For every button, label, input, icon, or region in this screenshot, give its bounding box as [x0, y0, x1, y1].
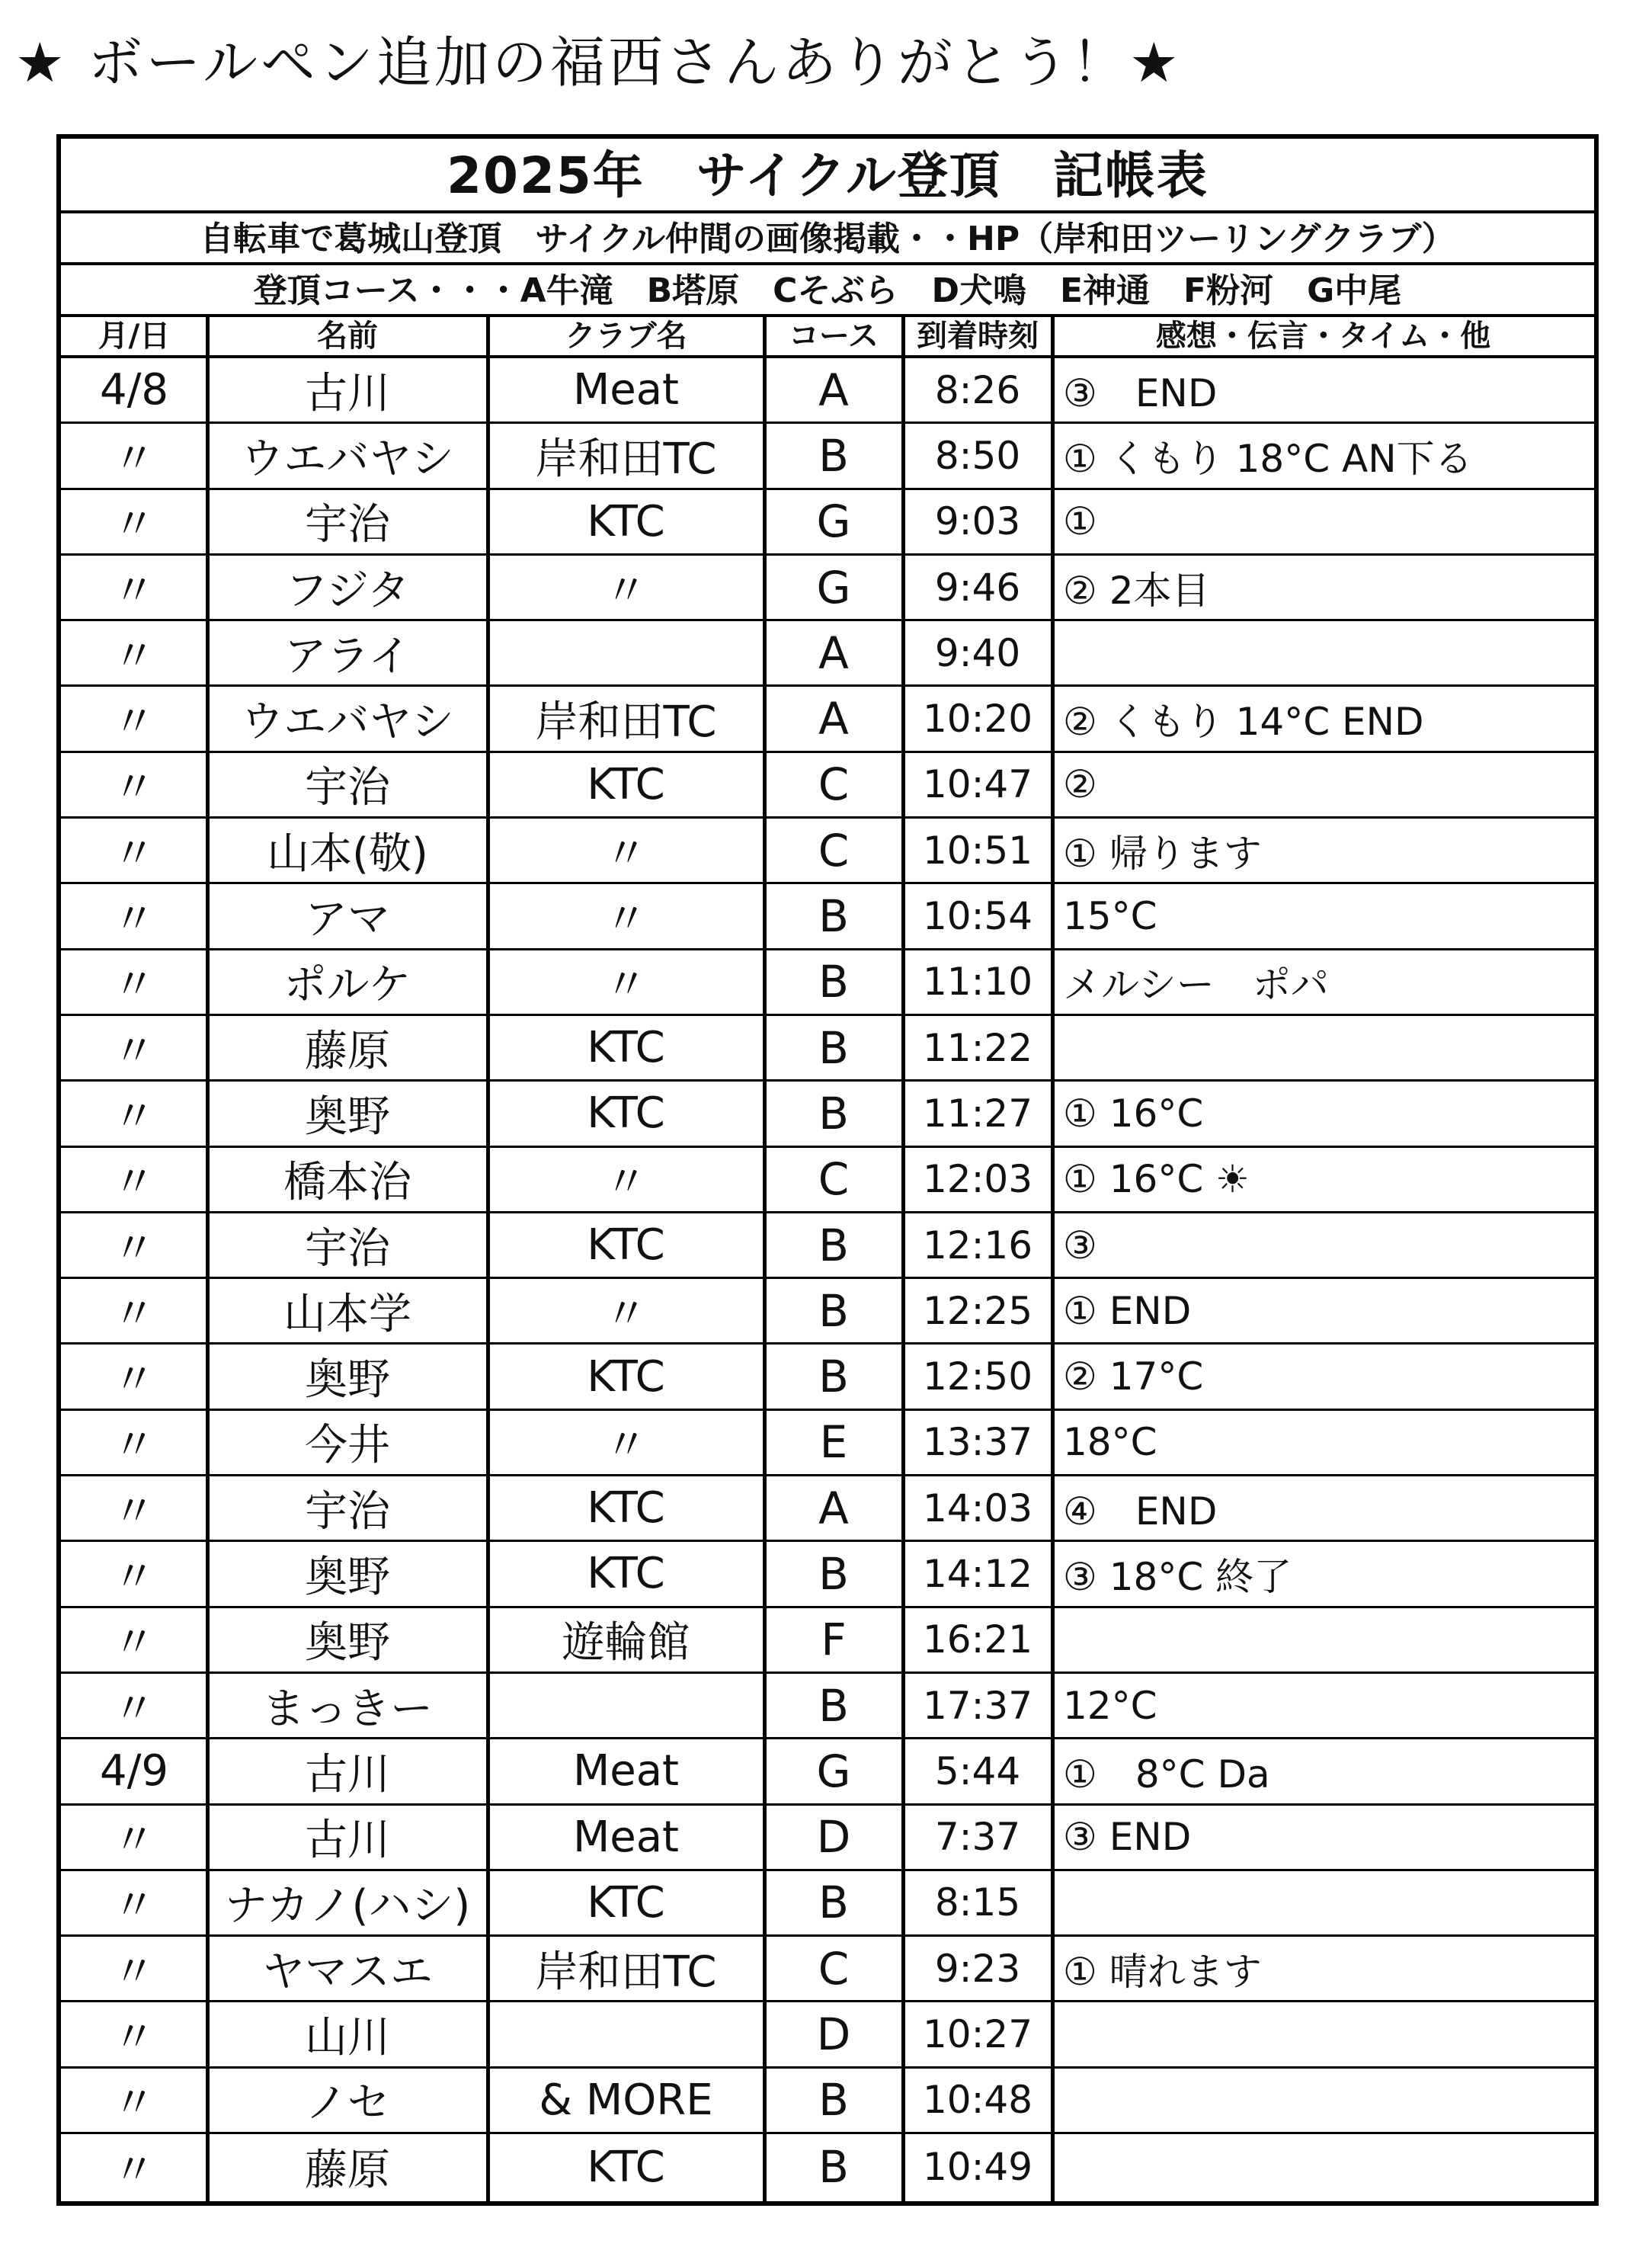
- cell-course: D: [816, 1811, 851, 1864]
- cell-note: ② 2本目: [1063, 568, 1210, 613]
- column-header-course: コース: [789, 319, 879, 354]
- cell-note: ②: [1063, 762, 1097, 807]
- cell-club: KTC: [587, 2142, 665, 2192]
- course-legend: 登頂コース・・・A牛滝 B塔原 Cそぶら D犬鳴 E神通 F粉河 G中尾: [61, 265, 1594, 317]
- table-row: [61, 819, 1594, 884]
- cell-date: 〃: [113, 1289, 155, 1339]
- cell-club: Meat: [572, 1746, 680, 1796]
- cell-name: 奥野: [305, 1091, 390, 1142]
- cell-time: 14:12: [922, 1551, 1033, 1596]
- cell-date: 〃: [113, 1552, 155, 1602]
- cell-club: 〃: [604, 566, 648, 616]
- table-row: [61, 1082, 1594, 1147]
- cell-name: ウエバヤシ: [241, 434, 454, 484]
- cell-club: KTC: [587, 1549, 665, 1599]
- cell-course: B: [818, 890, 849, 943]
- cell-time: 7:37: [934, 1815, 1021, 1860]
- cell-time: 12:25: [922, 1288, 1033, 1333]
- table-row: [61, 1674, 1594, 1739]
- cell-time: 10:51: [922, 828, 1033, 873]
- cell-time: 8:50: [934, 433, 1021, 478]
- cell-club: Meat: [572, 365, 680, 415]
- cell-club: KTC: [587, 496, 665, 546]
- cell-club: KTC: [587, 1220, 665, 1270]
- table-row: [61, 884, 1594, 950]
- table-row: [61, 950, 1594, 1016]
- table-row: [61, 1871, 1594, 1937]
- cell-time: 16:21: [922, 1617, 1033, 1662]
- cell-course: B: [818, 1547, 849, 1600]
- cell-note: ③ END: [1063, 1815, 1192, 1860]
- cell-name: 宇治: [305, 500, 390, 550]
- cell-name: ウエバヤシ: [241, 697, 454, 748]
- table-row: [61, 358, 1594, 424]
- cell-date: 〃: [113, 631, 155, 681]
- cell-time: 9:46: [934, 565, 1021, 610]
- cell-club: 岸和田TC: [535, 434, 717, 484]
- cell-date: 〃: [113, 1223, 155, 1274]
- cell-time: 13:37: [922, 1420, 1033, 1465]
- cell-course: C: [818, 824, 850, 877]
- cell-time: 10:47: [922, 762, 1033, 807]
- cell-date: 〃: [113, 1947, 155, 1997]
- cell-note: ① 帰ります: [1063, 831, 1262, 876]
- table-row: [61, 490, 1594, 556]
- cell-time: 10:54: [922, 894, 1033, 939]
- cell-time: 10:20: [922, 697, 1033, 742]
- cell-club: 〃: [604, 1289, 648, 1339]
- cell-course: B: [818, 1351, 849, 1403]
- cell-date: 〃: [113, 1158, 155, 1208]
- cell-date: 〃: [113, 2013, 155, 2063]
- cell-date: 〃: [113, 1091, 155, 1142]
- table-row: [61, 753, 1594, 819]
- cell-club: 〃: [604, 895, 648, 945]
- cell-note: [1052, 2069, 1594, 2132]
- cell-date: 〃: [113, 1486, 155, 1537]
- cell-date: 〃: [113, 1421, 155, 1471]
- table-row: [61, 424, 1594, 489]
- cell-name: 古川: [305, 368, 390, 418]
- cell-note: ① 晴れます: [1063, 1949, 1262, 1994]
- cell-date: 〃: [113, 1684, 155, 1734]
- cell-time: 9:40: [934, 630, 1021, 675]
- cell-name: 奥野: [305, 1618, 390, 1668]
- column-header-row: [61, 317, 1594, 358]
- cell-name: 山川: [305, 2013, 390, 2063]
- cell-note: ① END: [1063, 1288, 1192, 1333]
- cell-date: 〃: [113, 566, 155, 616]
- cell-name: ヤマスエ: [262, 1947, 433, 1997]
- cell-note: ② くもり 14°C END: [1063, 700, 1424, 745]
- cell-date: 〃: [113, 1816, 155, 1866]
- cell-club: [488, 621, 764, 684]
- cell-note: ③: [1063, 1223, 1097, 1268]
- sheet-title: 2025年 サイクル登頂 記帳表: [61, 139, 1594, 213]
- cell-time: 12:03: [922, 1157, 1033, 1202]
- cell-note: ③ 18°C 終了: [1063, 1554, 1292, 1599]
- cell-name: 宇治: [305, 1223, 390, 1274]
- cell-note: メルシー ポパ: [1063, 963, 1329, 1008]
- cell-time: 10:48: [922, 2078, 1033, 2123]
- cell-course: B: [818, 429, 849, 482]
- table-row: [61, 1411, 1594, 1476]
- cell-time: 11:27: [922, 1091, 1033, 1136]
- cell-time: 9:03: [934, 499, 1021, 544]
- cell-date: 4/9: [99, 1746, 169, 1796]
- cell-name: 奥野: [305, 1552, 390, 1602]
- cell-name: 今井: [305, 1421, 390, 1471]
- cell-name: 奥野: [305, 1355, 390, 1405]
- cell-date: 〃: [113, 763, 155, 813]
- cell-club: KTC: [587, 1877, 665, 1928]
- cell-note: ① 8°C Da: [1063, 1752, 1270, 1796]
- cell-name: 古川: [305, 1816, 390, 1866]
- cell-note: [1052, 621, 1594, 684]
- cell-club: 岸和田TC: [535, 1947, 717, 1997]
- cell-time: 12:50: [922, 1354, 1033, 1399]
- cell-club: 遊輪館: [562, 1618, 690, 1668]
- cell-note: ① 16°C: [1063, 1091, 1204, 1136]
- cell-club: & MORE: [539, 2075, 713, 2125]
- cell-course: B: [818, 1087, 849, 1139]
- cell-course: G: [816, 561, 851, 614]
- column-divider: [763, 317, 767, 2201]
- cell-note: [1052, 1016, 1594, 1079]
- cell-name: 宇治: [305, 1486, 390, 1537]
- column-divider: [486, 317, 490, 2201]
- cell-date: 4/8: [99, 365, 169, 415]
- cell-course: D: [816, 2008, 851, 2061]
- cell-course: A: [818, 693, 849, 745]
- column-divider: [1051, 317, 1055, 2201]
- cell-club: 〃: [604, 1421, 648, 1471]
- cell-note: ③ END: [1063, 370, 1218, 415]
- cell-name: アライ: [283, 631, 411, 681]
- cell-date: 〃: [113, 1026, 155, 1076]
- column-header-date: 月/日: [98, 319, 171, 354]
- column-divider: [901, 317, 905, 2201]
- cell-name: 山本学: [283, 1289, 411, 1339]
- table-row: [61, 621, 1594, 687]
- cell-club: KTC: [587, 1351, 665, 1402]
- cell-note: ①: [1063, 499, 1097, 544]
- cell-name: 藤原: [305, 2146, 390, 2196]
- cell-course: A: [818, 364, 849, 416]
- cell-date: 〃: [113, 434, 155, 484]
- cell-date: 〃: [113, 960, 155, 1011]
- cell-date: 〃: [113, 1618, 155, 1668]
- cell-course: C: [818, 1153, 850, 1206]
- cell-course: B: [818, 2074, 849, 2127]
- cell-note: ① 16°C ☀: [1063, 1157, 1250, 1202]
- cell-time: 11:22: [922, 1025, 1033, 1070]
- table-row: [61, 2134, 1594, 2200]
- table-row: [61, 2002, 1594, 2068]
- table-row: [61, 556, 1594, 621]
- cell-course: B: [818, 2141, 849, 2194]
- cell-name: 山本(敬): [267, 829, 428, 879]
- table-row: [61, 1806, 1594, 1871]
- cell-time: 12:16: [922, 1223, 1033, 1268]
- cell-date: 〃: [113, 829, 155, 879]
- cell-club: [488, 1674, 764, 1737]
- column-header-notes: 感想・伝言・タイム・他: [1155, 319, 1491, 354]
- cell-club: 〃: [604, 1158, 648, 1208]
- table-row: [61, 1542, 1594, 1607]
- cell-club: KTC: [587, 759, 665, 809]
- cell-course: E: [819, 1416, 848, 1469]
- cell-time: 10:27: [922, 2012, 1033, 2057]
- table-row: [61, 1476, 1594, 1542]
- cell-course: B: [818, 1021, 849, 1074]
- cell-name: フジタ: [285, 566, 410, 616]
- column-header-club: クラブ名: [565, 319, 687, 354]
- cell-name: アマ: [305, 895, 390, 945]
- cell-name: ポルケ: [283, 960, 411, 1011]
- cell-note: ② 17°C: [1063, 1354, 1204, 1399]
- cell-course: F: [821, 1614, 847, 1666]
- cell-name: ノセ: [305, 2079, 390, 2129]
- table-row: [61, 1279, 1594, 1345]
- table-row: [61, 2069, 1594, 2134]
- cell-time: 5:44: [934, 1748, 1021, 1793]
- cell-name: まっきー: [262, 1684, 433, 1734]
- cell-club: 〃: [604, 829, 648, 879]
- cell-note: 12°C: [1063, 1683, 1157, 1728]
- cell-name: 橋本治: [283, 1158, 411, 1208]
- cell-course: C: [818, 758, 850, 811]
- table-row: [61, 1739, 1594, 1805]
- cell-note: [1052, 1608, 1594, 1671]
- cell-course: B: [818, 1679, 849, 1732]
- cell-time: 9:23: [934, 1946, 1021, 1991]
- handwritten-note: ★ ボールペン追加の福西さんありがとう！★: [15, 30, 1182, 95]
- cell-course: B: [818, 1877, 849, 1929]
- cell-note: ① くもり 18°C AN下る: [1063, 436, 1473, 481]
- cell-club: [488, 2002, 764, 2066]
- log-table-body: [61, 358, 1594, 2201]
- cell-note: [1052, 1871, 1594, 1934]
- cell-club: 〃: [604, 960, 648, 1011]
- cell-time: 11:10: [922, 960, 1033, 1005]
- cell-note: [1052, 2002, 1594, 2066]
- cell-club: Meat: [572, 1812, 680, 1862]
- column-divider: [206, 317, 210, 2201]
- cell-name: 藤原: [305, 1026, 390, 1076]
- cell-note: 18°C: [1063, 1420, 1157, 1465]
- sheet-subtitle: 自転車で葛城山登頂 サイクル仲間の画像掲載・・HP（岸和田ツーリングクラブ）: [61, 213, 1594, 265]
- cell-club: KTC: [587, 1483, 665, 1534]
- cell-time: 8:26: [934, 367, 1021, 412]
- cell-date: 〃: [113, 500, 155, 550]
- table-row: [61, 687, 1594, 752]
- cell-date: 〃: [113, 2146, 155, 2196]
- cell-time: 14:03: [922, 1486, 1033, 1530]
- table-row: [61, 1148, 1594, 1213]
- table-row: [61, 1937, 1594, 2002]
- cell-date: 〃: [113, 2079, 155, 2129]
- column-header-time: 到着時刻: [917, 319, 1039, 354]
- cell-date: 〃: [113, 1881, 155, 1931]
- log-sheet: [56, 134, 1599, 2206]
- cell-course: A: [818, 627, 849, 679]
- cell-time: 17:37: [922, 1683, 1033, 1728]
- cell-name: ナカノ(ハシ): [224, 1881, 471, 1931]
- cell-note: 15°C: [1063, 894, 1157, 939]
- table-row: [61, 1345, 1594, 1410]
- cell-note: ④ END: [1063, 1489, 1218, 1534]
- table-row: [61, 1016, 1594, 1082]
- cell-name: 宇治: [305, 763, 390, 813]
- cell-time: 8:15: [934, 1880, 1021, 1925]
- cell-date: 〃: [113, 697, 155, 748]
- cell-club: KTC: [587, 1023, 665, 1073]
- table-row: [61, 1608, 1594, 1674]
- table-row: [61, 1213, 1594, 1279]
- cell-course: B: [818, 956, 849, 1008]
- cell-date: 〃: [113, 895, 155, 945]
- cell-club: 岸和田TC: [535, 697, 717, 748]
- cell-course: A: [818, 1482, 849, 1534]
- cell-course: B: [818, 1284, 849, 1337]
- cell-course: B: [818, 1219, 849, 1271]
- cell-note: [1052, 2134, 1594, 2200]
- cell-course: G: [816, 1745, 851, 1797]
- cell-course: G: [816, 495, 851, 548]
- cell-time: 10:49: [922, 2145, 1033, 2190]
- cell-course: C: [818, 1942, 850, 1995]
- column-header-name: 名前: [317, 319, 378, 354]
- cell-name: 古川: [305, 1749, 390, 1800]
- cell-club: KTC: [587, 1088, 665, 1139]
- cell-date: 〃: [113, 1355, 155, 1405]
